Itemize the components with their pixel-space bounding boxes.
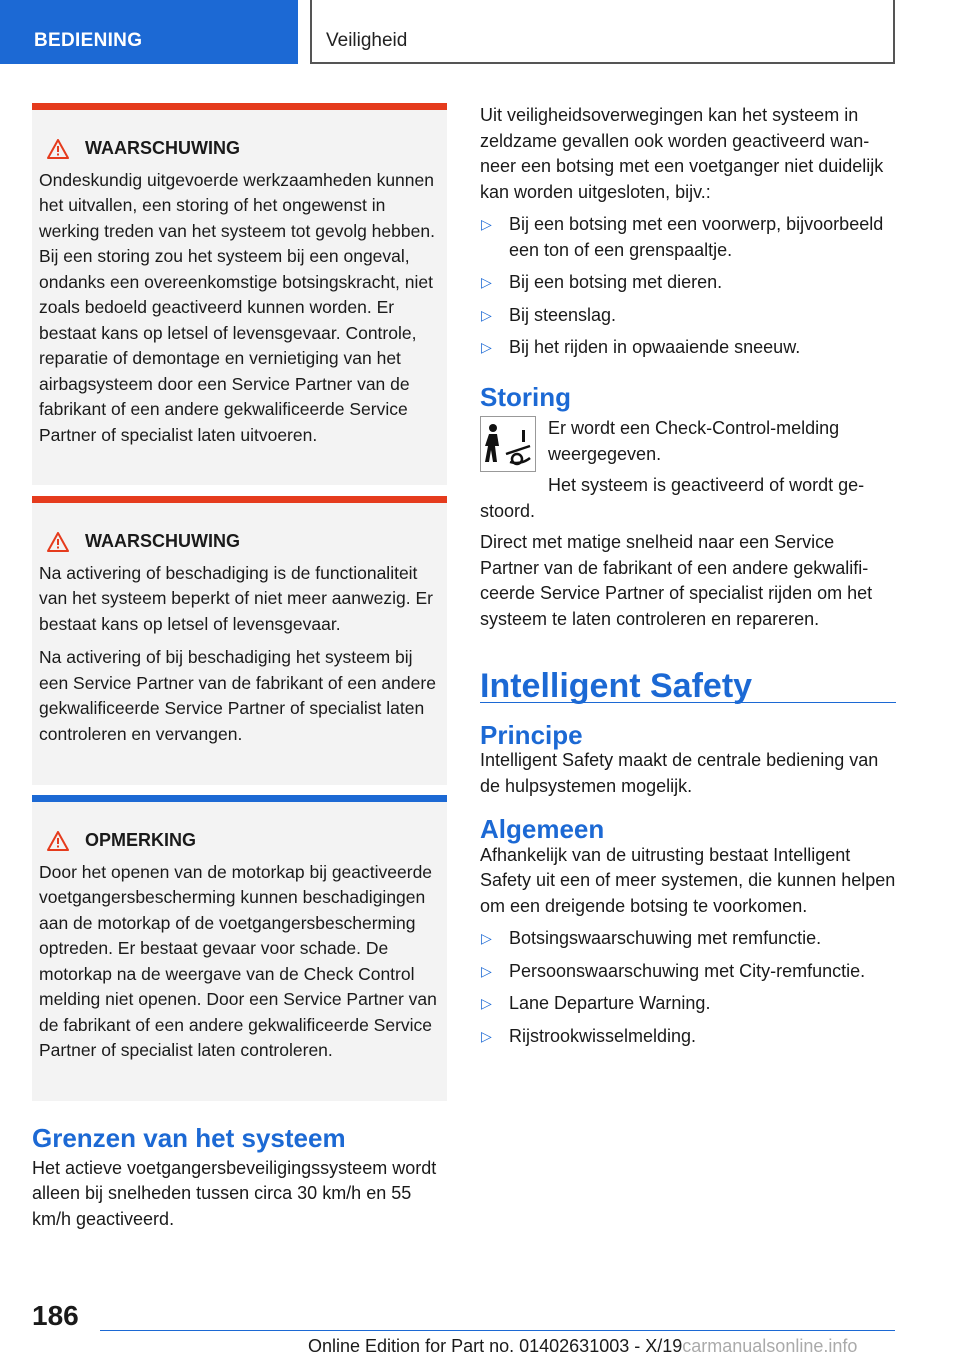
grenzen-text: Het actieve voetgangersbeveiligingssysteem wordt alleen bij snelheden tussen circa 30 km/h en 55 km/h geactiveerd. <box>32 1157 437 1229</box>
note-box <box>32 795 447 1101</box>
chapter-label: Veiligheid <box>326 30 408 51</box>
list-item: ▷ Rijstrookwisselmelding. <box>480 1024 896 1050</box>
right-column <box>480 103 896 1049</box>
warning-text: Na activering of beschadiging is de functionaliteit van het systeem beperkt of niet meer aanwezig. Er bestaat kans op letsel of levensgevaar. <box>39 562 433 634</box>
bullet-triangle-icon: ▷ <box>481 339 492 355</box>
bullet-triangle-icon: ▷ <box>481 306 492 323</box>
footer-divider <box>100 1330 895 1331</box>
bullet-triangle-icon: ▷ <box>481 995 492 1011</box>
warning-title: WAARSCHUWING <box>85 138 240 158</box>
storing-line-2: Het systeem is geactiveerd of wordt gestoord. <box>480 475 865 521</box>
list-item: ▷ Botsingswaarschuwing met remfunctie. <box>480 926 896 952</box>
warning-title: WAARSCHUWING <box>85 531 240 551</box>
bullet-triangle-icon: ▷ <box>481 1027 492 1044</box>
storing-text: Direct met matige snelheid naar een Service Partner van de fabrikant of een andere gekwalificeerde Service Partner of specialist rijden om het systeem te laten controleren en repareren. <box>480 532 873 629</box>
bullet-triangle-icon: ▷ <box>481 962 492 979</box>
principe-heading: Principe <box>480 719 583 750</box>
intro-text: Uit veiligheidsoverwegingen kan het systeem in zeldzame gevallen ook worden geactiveerd wanneer een botsing met een voetganger niet duidelijk kan worden uitgesloten, bijv.: <box>480 105 884 202</box>
warning-triangle-icon <box>47 532 69 552</box>
warning-box-2 <box>32 496 447 785</box>
section-tab <box>0 0 298 64</box>
bullet-triangle-icon: ▷ <box>481 274 492 290</box>
warning-box-1 <box>32 103 447 485</box>
page-number: 186 <box>32 1300 79 1331</box>
storing-heading: Storing <box>480 381 571 412</box>
storing-block <box>480 416 896 632</box>
warning-triangle-icon <box>47 831 69 851</box>
grenzen-heading: Grenzen van het systeem <box>32 1123 346 1153</box>
storing-line-1: Er wordt een Check-Control-melding weergegeven. <box>548 418 840 464</box>
pedestrian-warning-icon <box>480 416 536 472</box>
principe-text: Intelligent Safety maakt de centrale bediening van de hulpsystemen mogelijk. <box>480 750 879 796</box>
list-item: ▷ Bij het rijden in opwaaiende sneeuw. <box>480 335 896 361</box>
algemeen-heading: Algemeen <box>480 814 605 844</box>
intelligent-safety-title: Intelligent Safety <box>480 674 896 703</box>
list-item: ▷ Persoonswaarschuwing met City-remfunctie. <box>480 959 896 985</box>
bullet-triangle-icon: ▷ <box>481 216 492 232</box>
list-item: ▷ Lane Departure Warning. <box>480 991 896 1017</box>
warning-text: Na activering of bij beschadiging het systeem bij een Service Partner van de fabrikant of een andere gekwalificeerde Service Partner of specialist laten controleren en vervangen. <box>39 647 436 744</box>
algemeen-text: Afhankelijk van de uitrusting bestaat Intelligent Safety uit een of meer systemen, die kunnen helpen om een dreigende botsing te voorkomen. <box>480 844 896 916</box>
note-text: Door het openen van de motorkap bij geactiveerde voetgangersbescherming kunnen beschadigingen aan de motorkap of de voetgangersbescherming optreden. Er bestaat gevaar voor schade. De motorkap na de weergave van de Check Control melding niet openen. Door een Service Partner van de fabrikant of een andere gekwalificeerde Service Partner of specialist laten controleren. <box>39 861 437 1060</box>
section-label: BEDIENING <box>34 30 143 51</box>
chapter-tab <box>310 0 895 64</box>
warning-text: Ondeskundig uitgevoerde werkzaamheden kunnen het uitvallen, een storing of het ongewenst in werking treden van het systeem tot gevolg hebben. Bij een storing zou het systeem bij een ongeval, ondanks een overeenkomstige botsingskracht, niet zoals bedoeld geactiveerd kunnen worden. Er bestaat kans op letsel of levensgevaar. Controle, reparatie of demontage en vernietiging van het airbagsysteem door een Service Partner van de fabrikant of een andere gekwalificeerde Service Partner of specialist laten uitvoeren. <box>39 169 435 445</box>
edition-text: Online Edition for Part no. 01402631003 - X/19 <box>308 1336 683 1356</box>
list-item: ▷ Bij steenslag. <box>480 303 896 329</box>
list-item: ▷ Bij een botsing met dieren. <box>480 270 896 296</box>
list-item: ▷ Bij een botsing met een voorwerp, bijvoorbeeld een ton of een grenspaaltje. <box>481 214 884 260</box>
note-title: OPMERKING <box>85 830 197 850</box>
bullet-list-1 <box>480 212 896 361</box>
bullet-list-2 <box>480 926 896 1049</box>
warning-triangle-icon <box>47 139 69 159</box>
grenzen-section <box>32 1123 447 1232</box>
watermark-text: carmanualsonline.info <box>682 1336 858 1356</box>
bullet-triangle-icon: ▷ <box>481 930 492 946</box>
footer-edition <box>308 1336 857 1357</box>
